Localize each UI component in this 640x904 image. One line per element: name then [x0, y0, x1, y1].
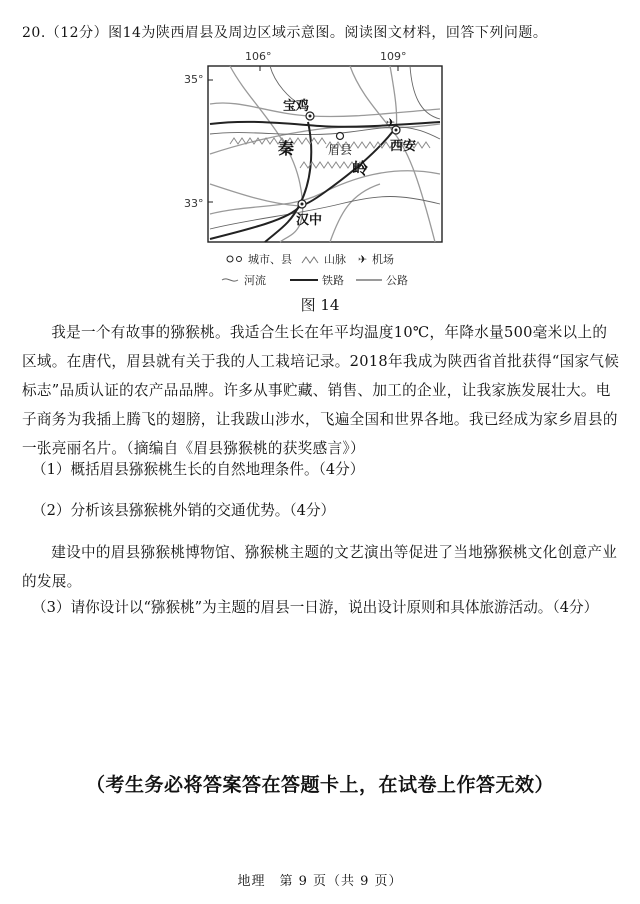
map-figure [150, 44, 450, 292]
page-footer: 地理 第 9 页（共 9 页） [237, 874, 403, 889]
exam-notice: （考生务必将答案答在答题卡上，在试卷上作答无效） [85, 774, 554, 796]
baoji-label: 宝鸡 [283, 99, 310, 114]
figure-caption: 图 14 [300, 296, 340, 314]
material-paragraph: 我是一个有故事的猕猴桃。我适合生长在年平均温度10℃，年降水量500毫米以上的区域。在唐代，眉县就有关于我的人工栽培记录。2018年我成为陕西省首批获得“国家气候标志”品质认证的农产品品牌。许多从事贮藏、销售、加工的企业，让我家族发展壮大。电子商务为我插上腾飞的翅膀，让我跋山涉水，飞遍全国和世界各地。我已经成为家乡眉县的一张亮丽名片。（摘编自《眉县猕猴桃的获奖感言》） [22, 324, 620, 457]
question-header: 20.（12分）图14为陕西眉县及周边区域示意图。阅读图文材料，回答下列问题。 [22, 25, 548, 41]
baoji-marker-dot [309, 115, 312, 118]
legend-city-icon [227, 256, 233, 262]
airport-icon: ✈ [386, 116, 396, 129]
legend-river-label: 河流 [244, 274, 266, 287]
ling-label: 岭 [352, 159, 369, 178]
sub-question-1: （1）概括眉县猕猴桃生长的自然地理条件。（4分） [32, 461, 365, 478]
lat-35-label: 35° [184, 73, 204, 86]
legend-mountain-icon [302, 257, 318, 263]
legend-river-icon [222, 279, 238, 281]
qin-label: 秦 [278, 139, 295, 158]
legend-county-icon [237, 257, 242, 262]
material-paragraph-2: 建设中的眉县猕猴桃博物馆、猕猴桃主题的文艺演出等促进了当地猕猴桃文化创意产业的发展。 [22, 544, 618, 590]
legend-mountain-label: 山脉 [324, 253, 346, 266]
hanzhong-label: 汉中 [296, 213, 323, 228]
lon-109-label: 109° [380, 50, 407, 63]
legend-railway-label: 铁路 [322, 274, 344, 287]
sub-question-2: （2）分析该县猕猴桃外销的交通优势。（4分） [32, 502, 336, 519]
lon-106-label: 106° [245, 50, 272, 63]
meixian-marker [337, 133, 344, 140]
map-svg [150, 44, 450, 292]
sub-question-3: （3）请你设计以“猕猴桃”为主题的眉县一日游，说出设计原则和具体旅游活动。（4分） [32, 599, 599, 616]
xian-label: 西安 [390, 139, 417, 154]
legend-airport-label: 机场 [372, 253, 394, 266]
legend-airport-icon: ✈ [358, 253, 368, 266]
meixian-label: 眉县 [328, 143, 353, 157]
legend-city-label: 城市、县 [248, 253, 292, 266]
hanzhong-marker-dot [301, 203, 304, 206]
lat-33-label: 33° [184, 197, 204, 210]
map-legend [222, 252, 408, 287]
legend-road-label: 公路 [386, 274, 408, 287]
